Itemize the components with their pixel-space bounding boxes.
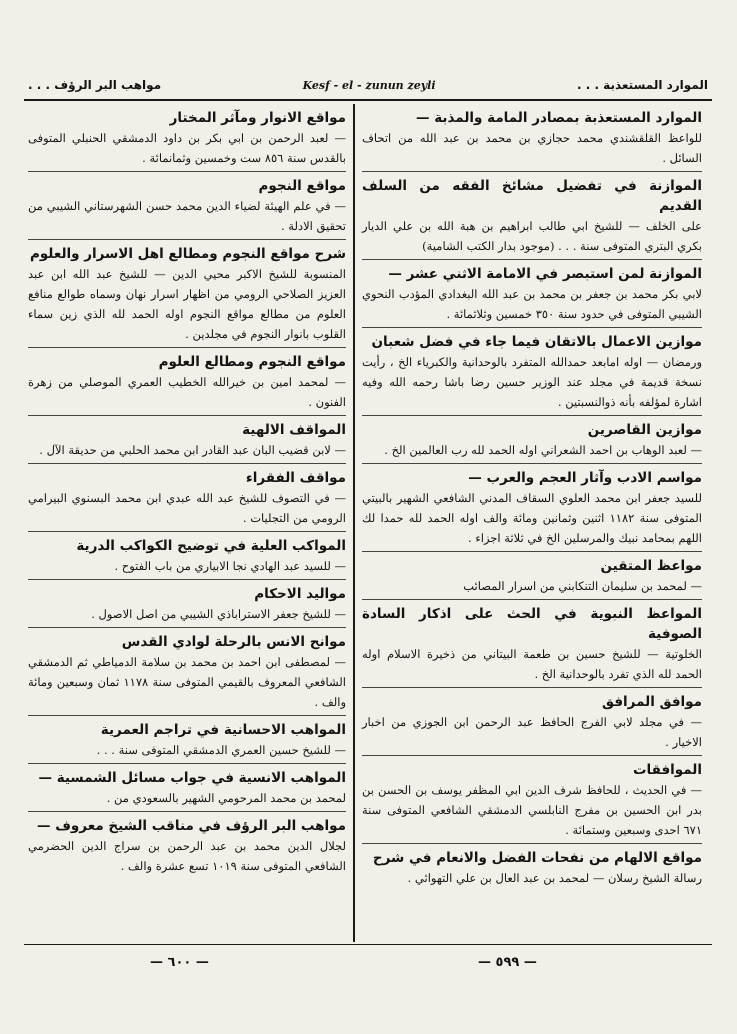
entry-text: — لابن قضيب البان عبد القادر ابن محمد الحلبي من حديقة الآل . [39,443,346,457]
dictionary-entry [362,556,702,596]
entry-title: مواليد الاحكام [254,586,346,602]
entry-title: الموارد المستعذبة بمصادر المامة والمذبة — [416,110,702,126]
footer-rule [24,944,712,945]
entry-text: — في الحديث ، للحافظ شرف الدين ابي المظفر يوسف بن الحسن بن بدر ابن الحسين بن مفرج النابلسي الدمشقي الشافعي المتوفى سنة ٦٧١ احدى وسبعين وستمائة . [362,783,702,837]
dictionary-entry [362,604,702,684]
dictionary-entry [28,176,346,236]
entry-text: ورمضان — اوله امابعد حمدالله المتفرد بالوحدانية والكبرياء الخ ، رأيت نسخة قديمة في مجلد عند الوزير حسين رضا باشا رحمه الله وفيه اشارة لمؤلفه بأنه ذوالنسبتين . [362,355,702,409]
entry-title: موافق المرافق [602,694,702,710]
entry-title: موانح الانس بالرحلة لوادي القدس [121,634,346,650]
entry-separator [362,171,702,172]
entry-separator [362,551,702,552]
page-number-left: — ٦٠٠ — [150,955,209,970]
entry-title: المواهب الانسية في جواب مسائل الشمسية — [38,770,346,786]
running-header-center: Kesf - el - zunun zeyli [302,78,436,92]
entry-title: المواقف الالهية [242,422,346,438]
entry-title: الموازنة في تفضيل مشائخ الفقه من السلف القديم [362,178,702,214]
running-header-right: الموارد المستعذبة . . . [576,78,708,92]
entry-title: مواهب البر الرؤف في مناقب الشيخ معروف — [37,818,346,834]
entry-separator [362,463,702,464]
dictionary-entry [28,420,346,460]
dictionary-entry [362,108,702,168]
dictionary-entry [28,352,346,412]
dictionary-entry [28,768,346,808]
entry-separator [28,171,346,172]
entry-text: — في التصوف للشيخ عبد الله عبدي ابن محمد البسنوي البيرامي الرومي من التجليات . [28,491,346,525]
entry-separator [362,327,702,328]
entry-separator [28,531,346,532]
entry-separator [362,259,702,260]
entry-text: — لمحمد بن سليمان التنكابني من اسرار المصائب [463,579,702,593]
dictionary-entry [28,244,346,344]
entry-text: رسالة الشيخ رسلان — لمحمد بن عبد العال بن علي التهوائي . [407,871,702,885]
dictionary-entry [28,108,346,168]
entry-separator [28,627,346,628]
entry-title: المواهب الاحسانية في تراجم العمرية [100,722,346,738]
entry-text: — لعبد الوهاب بن احمد الشعراني اوله الحمد لله رب العالمين الخ . [384,443,702,457]
column-divider [353,104,355,942]
entry-title: مواقع الالهام من نفحات الفضل والانعام في شرح [372,850,702,866]
entry-title: شرح مواقع النجوم ومطالع اهل الاسرار والعلوم [29,246,346,262]
entry-title: المواكب العلية في توضيح الكواكب الدرية [76,538,346,554]
entry-title: الموازنة لمن استبصر في الامامة الاثني عشر — [388,266,702,282]
dictionary-entry [362,176,702,256]
dictionary-entry [28,632,346,712]
entry-text: للسيد جعفر ابن محمد العلوي السقاف المدني الشافعي الشهير بالبيتي المتوفى سنة ١١٨٢ اثنين وثمانين ومائة والف اوله الحمد لله حمدا لك اللهم بمحامد نبيك والمرسلين الخ في ثلاثة اجزاء . [362,491,702,545]
dictionary-entry [362,264,702,324]
dictionary-entry [28,468,346,528]
entry-text: — لمحمد امين بن خيرالله الخطيب العمري الموصلي من زهرة الفنون . [28,375,346,409]
entry-title: مواقف الفقراء [245,470,346,486]
entry-separator [362,755,702,756]
entry-text: — في مجلد لابي الفرج الحافظ عبد الرحمن ابن الجوزي من اخبار الاخيار . [362,715,702,749]
entry-text: للواعظ القلقشندي محمد حجازي بن محمد بن عبد الله من اتحاف السائل . [362,131,702,165]
entry-separator [28,347,346,348]
entry-text: الخلوتية — للشيخ حسين بن طعمة البيتاني من ذخيرة الاسلام اوله الحمد لله الذي تفرد بالوحدانية الخ . [362,647,702,681]
entry-text: لابي بكر محمد بن جعفر بن محمد بن عبد الله البغدادي المؤدب النحوي الشيبي المتوفى في حدود سنة ٣٥٠ خمسين وثلاثمائة . [362,287,702,321]
entry-separator [28,239,346,240]
entry-title: موازين الاعمال بالاتقان فيما جاء في فضل شعبان [371,334,702,350]
entry-separator [28,579,346,580]
entry-title: موازين القاصرين [587,422,702,438]
entry-title: مواقع النجوم ومطالع العلوم [158,354,346,370]
dictionary-entry [28,536,346,576]
entry-text: — للشيخ جعفر الاستراباذي الشيبي من اصل الاصول . [91,607,346,621]
dictionary-entry [362,760,702,840]
left-column [28,108,346,879]
entry-text: لجلال الدين محمد بن عبد الرحمن بن سراج الدين الحضرمي الشافعي المتوفى سنة ١٠١٩ تسع عشرة والف . [28,839,346,873]
dictionary-entry [28,816,346,876]
entry-text: — في علم الهيئة لضياء الدين محمد حسن الشهرستاني الشيبي من تحقيق الادلة . [28,199,346,233]
dictionary-entry [28,720,346,760]
dictionary-entry [362,420,702,460]
dictionary-entry [362,848,702,888]
entry-separator [28,415,346,416]
entry-separator [28,463,346,464]
right-column [362,108,702,891]
dictionary-entry [362,332,702,412]
entry-text: — لعبد الرحمن بن ابي بكر بن داود الدمشقي الحنبلي المتوفى بالقدس سنة ٨٥٦ ست وخمسين وثمانمائة . [28,131,346,165]
entry-separator [362,687,702,688]
entry-title: المواعظ النبوية في الحث على اذكار السادة الصوفية [362,606,702,642]
entry-title: الموافقات [632,762,702,778]
header-rule [24,99,712,101]
entry-separator [362,415,702,416]
entry-separator [28,715,346,716]
entry-title: مواقع الانوار ومآثر المختار [169,110,346,126]
dictionary-entry [362,468,702,548]
entry-text: على الخلف — للشيخ ابي طالب ابراهيم بن هبة الله بن علي الديار بكري البتري المتوفى سنة . . . (موجود بدار الكتب الشامية) [362,219,702,253]
entry-text: — لمصطفى ابن احمد بن محمد بن سلامة الدمياطي ثم الدمشقي الشافعي المعروف بالقيمي المتوفى سنة ١١٧٨ ثمان وسبعين ومائة والف . [28,655,346,709]
running-header-left: مواهب البر الرؤف . . . [28,78,162,92]
entry-title: مواقع النجوم [258,178,346,194]
entry-separator [28,763,346,764]
entry-text: — للسيد عبد الهادي نجا الابياري من باب الفتوح . [114,559,346,573]
running-header [28,74,708,96]
dictionary-entry [362,692,702,752]
entry-text: — للشيخ حسين العمري الدمشقي المتوفى سنة . . . [96,743,346,757]
entry-separator [362,843,702,844]
page-number-right: — ٥٩٩ — [478,955,537,970]
entry-separator [362,599,702,600]
dictionary-entry [28,584,346,624]
entry-text: لمحمد بن محمد المرحومي الشهير بالسعودي من . [106,791,346,805]
entry-title: مواسم الادب وآثار العجم والعرب — [468,470,702,486]
entry-text: المنسوبة للشيخ الاكبر محيي الدين — للشيخ عبد الله ابن عبد العزيز الصلاحي الرومي من اظهار اسرار نهان وسماه طوالع منافع العلوم من مطالع مواقع النجوم اوله الحمد لله الذي زين سماء القلوب بانوار النجوم في مجلدين . [28,267,346,341]
entry-separator [28,811,346,812]
entry-title: مواعظ المتقين [600,558,702,574]
